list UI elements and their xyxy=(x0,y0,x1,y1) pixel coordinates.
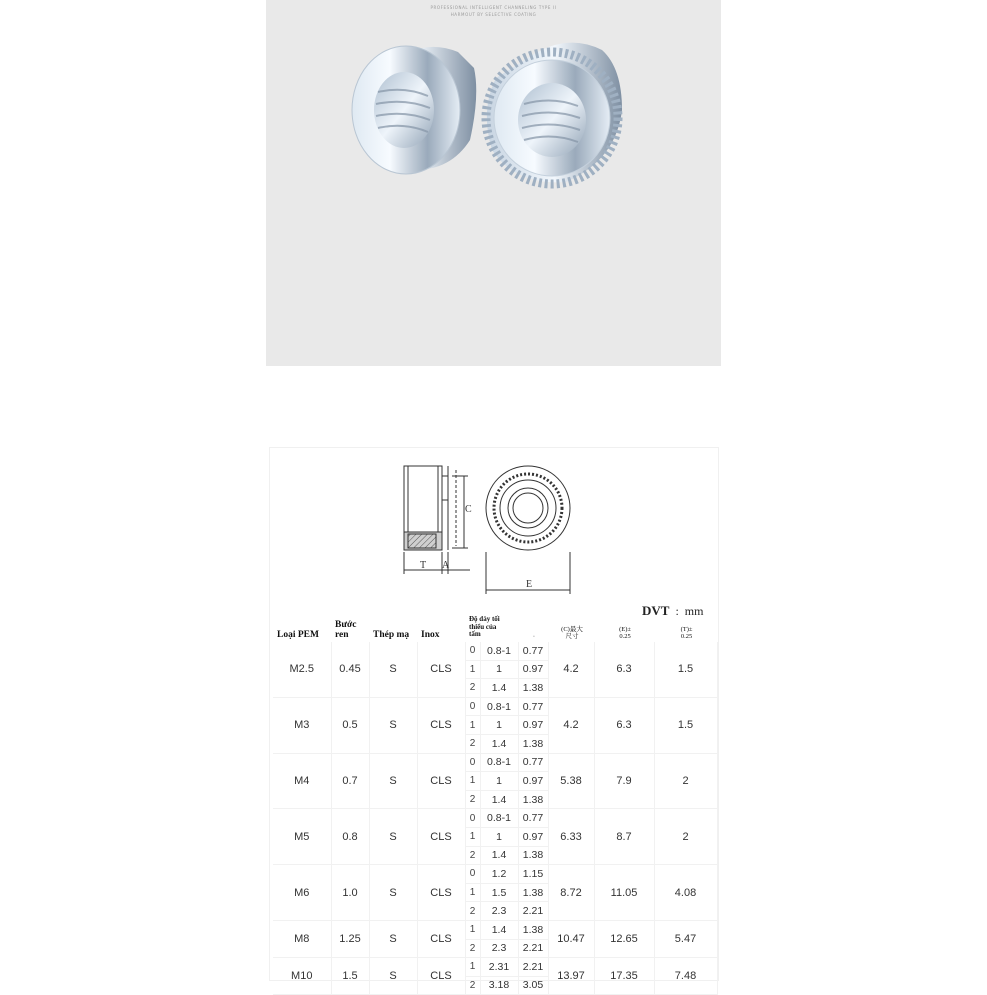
cell-range: 2.3 xyxy=(480,939,518,958)
cell-c: 4.2 xyxy=(548,642,594,697)
unit-value: mm xyxy=(684,604,704,618)
unit-label: DVT xyxy=(642,603,670,618)
cell-code: 2 xyxy=(465,734,480,753)
cell-code: 2 xyxy=(465,902,480,921)
cell-steel: S xyxy=(369,958,417,995)
cell-code: 2 xyxy=(465,846,480,865)
cell-a: 2.21 xyxy=(518,902,548,921)
cell-pem: M10 xyxy=(273,958,331,995)
cell-pitch: 1.5 xyxy=(331,958,369,995)
cell-range: 1.4 xyxy=(480,790,518,809)
cell-inox: CLS xyxy=(417,697,465,753)
cell-inox: CLS xyxy=(417,958,465,995)
cell-a: 0.77 xyxy=(518,642,548,660)
cell-range: 0.8-1 xyxy=(480,697,518,716)
cell-t: 1.5 xyxy=(654,697,717,753)
unit-note: DVT : mm xyxy=(642,603,704,618)
cell-a: 1.15 xyxy=(518,865,548,884)
spec-sheet xyxy=(269,447,719,992)
cell-code: 0 xyxy=(465,809,480,828)
cell-t: 7.48 xyxy=(654,958,717,995)
cell-a: 0.97 xyxy=(518,716,548,735)
cell-steel: S xyxy=(369,642,417,697)
cell-a: 1.38 xyxy=(518,846,548,865)
header-a: · xyxy=(532,633,536,640)
cell-code: 0 xyxy=(465,697,480,716)
cell-pem: M6 xyxy=(273,865,331,921)
cell-inox: CLS xyxy=(417,753,465,809)
cell-code: 1 xyxy=(465,883,480,902)
cell-t: 1.5 xyxy=(654,642,717,697)
plain-nut-image xyxy=(352,46,476,174)
front-view xyxy=(486,466,570,594)
knurled-nut-image xyxy=(486,43,622,184)
cell-e: 17.35 xyxy=(594,958,654,995)
cell-e: 12.65 xyxy=(594,920,654,957)
header-steel: Thép mạ xyxy=(373,630,410,640)
cell-pitch: 0.45 xyxy=(331,642,369,697)
cell-c: 4.2 xyxy=(548,697,594,753)
cell-steel: S xyxy=(369,865,417,921)
cell-range: 1.5 xyxy=(480,883,518,902)
cell-a: 0.77 xyxy=(518,697,548,716)
cell-t: 2 xyxy=(654,809,717,865)
cell-a: 1.38 xyxy=(518,883,548,902)
cell-e: 6.3 xyxy=(594,642,654,697)
cell-range: 0.8-1 xyxy=(480,809,518,828)
label-e: E xyxy=(526,579,533,590)
product-photo xyxy=(266,0,721,366)
header-inox: Inox xyxy=(421,630,440,640)
cell-steel: S xyxy=(369,920,417,957)
header-pem: Loại PEM xyxy=(277,630,319,640)
cell-a: 0.97 xyxy=(518,660,548,679)
cell-a: 1.38 xyxy=(518,679,548,698)
cell-range: 0.8-1 xyxy=(480,642,518,660)
spec-table xyxy=(273,616,718,995)
table-row xyxy=(273,920,717,939)
cell-steel: S xyxy=(369,697,417,753)
cell-a: 3.05 xyxy=(518,976,548,995)
cell-range: 1.4 xyxy=(480,846,518,865)
technical-drawing xyxy=(270,448,718,598)
cell-e: 7.9 xyxy=(594,753,654,809)
cell-t: 2 xyxy=(654,753,717,809)
cell-range: 1.4 xyxy=(480,920,518,939)
table-row xyxy=(273,958,717,977)
cell-code: 2 xyxy=(465,939,480,958)
cell-code: 1 xyxy=(465,920,480,939)
cell-c: 10.47 xyxy=(548,920,594,957)
photo-caption-line1: PROFESSIONAL INTELLIGENT CHANNELING TYPE II xyxy=(430,5,557,10)
cell-code: 2 xyxy=(465,790,480,809)
table-row xyxy=(273,642,717,660)
cell-code: 1 xyxy=(465,772,480,791)
header-c: (C)最大 尺寸 xyxy=(561,626,583,640)
cell-range: 2.31 xyxy=(480,958,518,977)
spec-table-body xyxy=(273,642,717,995)
cell-range: 1.2 xyxy=(480,865,518,884)
cell-c: 6.33 xyxy=(548,809,594,865)
cell-code: 2 xyxy=(465,976,480,995)
cell-a: 2.21 xyxy=(518,939,548,958)
cell-a: 0.97 xyxy=(518,827,548,846)
cell-a: 0.77 xyxy=(518,753,548,772)
cell-code: 0 xyxy=(465,865,480,884)
cell-pitch: 0.8 xyxy=(331,809,369,865)
cell-range: 1 xyxy=(480,716,518,735)
cell-range: 1.4 xyxy=(480,734,518,753)
cell-pitch: 0.5 xyxy=(331,697,369,753)
cell-pitch: 1.25 xyxy=(331,920,369,957)
cell-e: 11.05 xyxy=(594,865,654,921)
cell-code: 1 xyxy=(465,958,480,977)
cell-pem: M3 xyxy=(273,697,331,753)
cell-pem: M8 xyxy=(273,920,331,957)
label-t: T xyxy=(420,560,427,571)
cell-e: 8.7 xyxy=(594,809,654,865)
header-thickness: Độ dày tối thiểu của tấm xyxy=(469,615,500,638)
cell-range: 1 xyxy=(480,660,518,679)
cell-a: 0.97 xyxy=(518,772,548,791)
cell-t: 5.47 xyxy=(654,920,717,957)
cell-steel: S xyxy=(369,753,417,809)
cell-inox: CLS xyxy=(417,809,465,865)
cell-a: 2.21 xyxy=(518,958,548,977)
cell-code: 1 xyxy=(465,827,480,846)
cell-pitch: 0.7 xyxy=(331,753,369,809)
cell-range: 1 xyxy=(480,827,518,846)
table-row xyxy=(273,809,717,828)
cell-range: 3.18 xyxy=(480,976,518,995)
cell-code: 2 xyxy=(465,679,480,698)
cell-code: 0 xyxy=(465,642,480,660)
cell-code: 0 xyxy=(465,753,480,772)
cell-a: 1.38 xyxy=(518,790,548,809)
header-t: (T)± 0.25 xyxy=(680,626,693,640)
cell-pem: M4 xyxy=(273,753,331,809)
cell-pem: M2.5 xyxy=(273,642,331,697)
cell-range: 1.4 xyxy=(480,679,518,698)
cell-steel: S xyxy=(369,809,417,865)
cell-c: 13.97 xyxy=(548,958,594,995)
table-row xyxy=(273,865,717,884)
label-c: C xyxy=(465,504,472,515)
cell-inox: CLS xyxy=(417,920,465,957)
cell-e: 6.3 xyxy=(594,697,654,753)
cell-pem: M5 xyxy=(273,809,331,865)
nuts-illustration xyxy=(266,0,721,366)
cell-t: 4.08 xyxy=(654,865,717,921)
header-pitch: Bước ren xyxy=(335,620,357,640)
cell-c: 8.72 xyxy=(548,865,594,921)
cell-range: 0.8-1 xyxy=(480,753,518,772)
photo-caption-line2: HARMOUT BY SELECTIVE COATING xyxy=(450,12,537,17)
cell-a: 1.38 xyxy=(518,920,548,939)
cell-pitch: 1.0 xyxy=(331,865,369,921)
label-a: A xyxy=(442,560,450,571)
cell-inox: CLS xyxy=(417,642,465,697)
cell-inox: CLS xyxy=(417,865,465,921)
cell-range: 2.3 xyxy=(480,902,518,921)
section-view xyxy=(404,466,470,574)
table-row xyxy=(273,697,717,716)
header-e: (E)± 0.25 xyxy=(619,626,631,640)
table-row xyxy=(273,753,717,772)
cell-code: 1 xyxy=(465,660,480,679)
cell-code: 1 xyxy=(465,716,480,735)
cell-a: 0.77 xyxy=(518,809,548,828)
cell-a: 1.38 xyxy=(518,734,548,753)
cell-c: 5.38 xyxy=(548,753,594,809)
cell-range: 1 xyxy=(480,772,518,791)
